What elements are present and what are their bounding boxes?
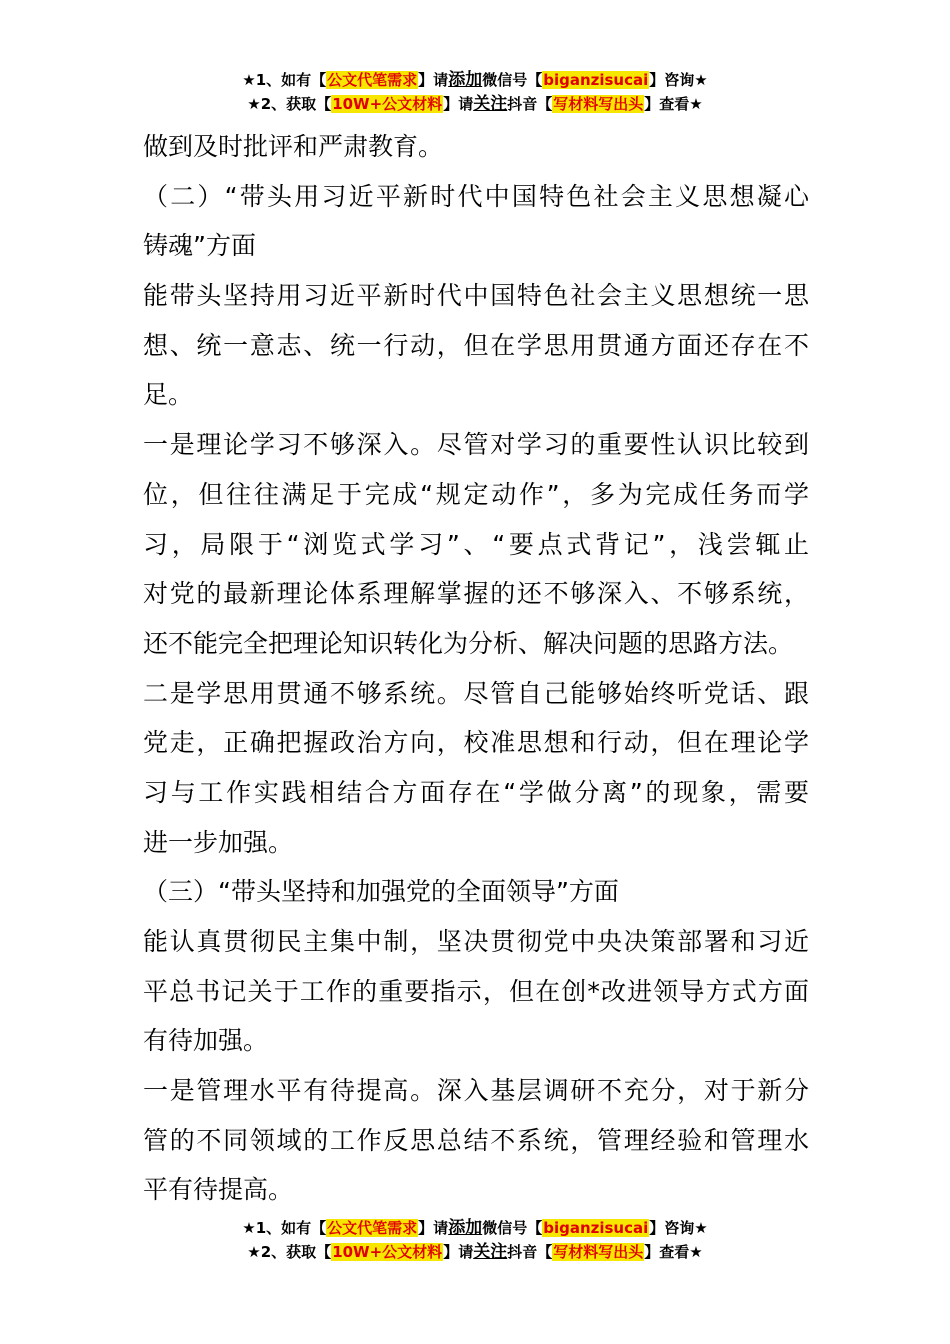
body-line: 平有待提高。 [143, 1175, 294, 1205]
body-line: 对党的最新理论体系理解掌握的还不够深入、不够系统， [143, 579, 809, 609]
wechat-id: biganzisucai [543, 71, 649, 89]
banner-text: 】请 [418, 1219, 449, 1237]
banner-text: 】请 [443, 95, 474, 113]
banner-text: 】咨询★ [649, 71, 708, 89]
highlight-materials: 10W+公文材料 [332, 95, 443, 113]
body-line: 一是理论学习不够深入。尽管对学习的重要性认识比较到 [143, 430, 809, 460]
body-line: 还不能完全把理论知识转化为分析、解决问题的思路方法。 [143, 628, 794, 658]
bottom-banner [0, 1216, 950, 1264]
wechat-id: biganzisucai [543, 1219, 649, 1237]
highlight-service: 公文代笔需求 [327, 1219, 418, 1237]
body-line: 习，局限于“浏览式学习”、“要点式背记”，浅尝辄止 [143, 529, 809, 559]
body-line: 进一步加强。 [143, 827, 294, 857]
section-heading: 铸魂”方面 [143, 231, 256, 261]
body-line: 习与工作实践相结合方面存在“学做分离”的现象，需要 [143, 777, 809, 807]
banner-text: ★1、如有【 [242, 1219, 327, 1237]
banner-text: 微信号【 [482, 71, 543, 89]
banner-text: 】请 [443, 1243, 474, 1261]
douyin-account: 写材料写出头 [553, 95, 644, 113]
section-heading: （三）“带头坚持和加强党的全面领导”方面 [143, 877, 619, 907]
body-line: 能带头坚持用习近平新时代中国特色社会主义思想统一思 [143, 281, 809, 311]
highlight-service: 公文代笔需求 [327, 71, 418, 89]
banner-text: 】查看★ [644, 1243, 703, 1261]
body-line: 二是学思用贯通不够系统。尽管自己能够始终听党话、跟 [143, 678, 809, 708]
body-line: 位，但往往满足于完成“规定动作”，多为完成任务而学 [143, 479, 809, 509]
banner-text: 】查看★ [644, 95, 703, 113]
body-line: 党走，正确把握政治方向，校准思想和行动，但在理论学 [143, 728, 809, 758]
douyin-account: 写材料写出头 [553, 1243, 644, 1261]
banner-text: 抖音【 [507, 95, 553, 113]
banner-text: ★2、获取【 [247, 1243, 332, 1261]
banner-text: 微信号【 [482, 1219, 543, 1237]
banner-line-1 [0, 1216, 950, 1240]
top-banner [0, 68, 950, 116]
body-line: 想、统一意志、统一行动，但在学思用贯通方面还存在不 [143, 330, 809, 360]
underlined-follow: 关注 [473, 94, 508, 114]
body-line: 做到及时批评和严肃教育。 [143, 132, 444, 161]
banner-text: 】请 [418, 71, 449, 89]
body-line: 能认真贯彻民主集中制，坚决贯彻党中央决策部署和习近 [143, 927, 809, 956]
banner-text: ★2、获取【 [247, 95, 332, 113]
underlined-follow: 关注 [473, 1242, 508, 1262]
banner-line-1 [0, 68, 950, 92]
banner-text: 】咨询★ [649, 1219, 708, 1237]
banner-line-2 [0, 92, 950, 116]
underlined-add: 添加 [448, 70, 483, 90]
banner-text: ★1、如有【 [242, 71, 327, 89]
underlined-add: 添加 [448, 1218, 483, 1238]
section-heading: （二）“带头用习近平新时代中国特色社会主义思想凝心 [143, 181, 809, 211]
body-line: 一是管理水平有待提高。深入基层调研不充分，对于新分 [143, 1076, 809, 1106]
banner-text: 抖音【 [507, 1243, 553, 1261]
highlight-materials: 10W+公文材料 [332, 1243, 443, 1261]
document-body [143, 122, 809, 1215]
body-line: 平总书记关于工作的重要指示，但在创*改进领导方式方面 [143, 976, 809, 1006]
body-line: 管的不同领域的工作反思总结不系统，管理经验和管理水 [143, 1125, 809, 1155]
body-line: 有待加强。 [143, 1026, 269, 1056]
banner-line-2 [0, 1240, 950, 1264]
body-line: 足。 [143, 380, 194, 410]
